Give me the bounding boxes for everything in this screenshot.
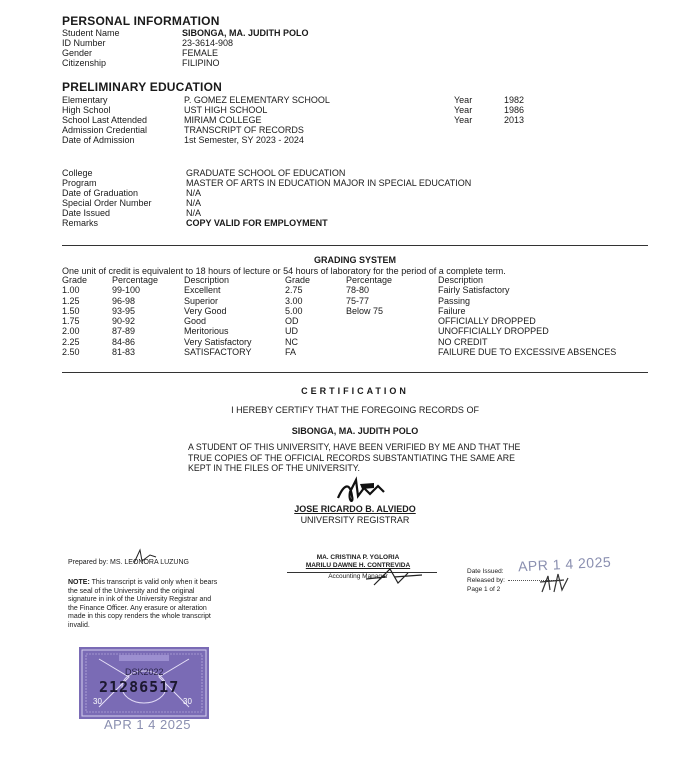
info-row bbox=[62, 198, 582, 208]
percentage-cell: Below 75 bbox=[346, 305, 384, 316]
info-value: COPY VALID FOR EMPLOYMENT bbox=[186, 218, 328, 228]
description-cell: UNOFFICIALLY DROPPED bbox=[438, 326, 549, 337]
info-value: 23-3614-908 bbox=[182, 38, 234, 48]
percentage-cell bbox=[346, 316, 438, 326]
certification-body-line: A STUDENT OF THIS UNIVERSITY, HAVE BEEN VERIFIED BY ME AND THAT THE bbox=[188, 442, 521, 452]
grade-row bbox=[285, 285, 638, 295]
education-value: TRANSCRIPT OF RECORDS bbox=[184, 125, 304, 135]
grade-cell: 1.25 bbox=[62, 295, 80, 306]
grade-row bbox=[62, 326, 284, 336]
description-cell: FAILURE DUE TO EXCESSIVE ABSENCES bbox=[438, 347, 617, 358]
program-block bbox=[62, 168, 582, 228]
education-row bbox=[62, 105, 642, 115]
stamp-code: DSK2022 bbox=[125, 667, 164, 677]
certification-heading: CERTIFICATION bbox=[301, 386, 409, 396]
description-cell: SATISFACTORY bbox=[184, 347, 252, 358]
education-label: Date of Admission bbox=[62, 135, 135, 145]
info-value: SIBONGA, MA. JUDITH POLO bbox=[182, 28, 309, 38]
col-header-description: Description bbox=[438, 275, 484, 285]
grading-system-heading: GRADING SYSTEM bbox=[313, 255, 396, 265]
percentage-cell bbox=[346, 347, 438, 357]
info-value: MASTER OF ARTS IN EDUCATION MAJOR IN SPECIAL EDUCATION bbox=[186, 178, 472, 188]
preliminary-education-heading: PRELIMINARY EDUCATION bbox=[62, 80, 222, 94]
divider-top bbox=[62, 245, 648, 246]
info-row bbox=[62, 208, 582, 218]
grade-row bbox=[62, 316, 284, 326]
year-value: 1986 bbox=[504, 105, 525, 115]
grade-row bbox=[285, 306, 638, 316]
education-label: Admission Credential bbox=[62, 125, 148, 135]
percentage-cell bbox=[346, 337, 438, 347]
info-label: Remarks bbox=[62, 218, 99, 228]
year-value bbox=[504, 125, 544, 135]
grade-cell: 1.75 bbox=[62, 316, 80, 327]
grade-cell: 1.00 bbox=[62, 285, 80, 296]
description-cell: Passing bbox=[438, 295, 471, 306]
info-value: FILIPINO bbox=[182, 58, 220, 68]
info-label: ID Number bbox=[62, 38, 106, 48]
education-row bbox=[62, 95, 642, 105]
percentage-cell: 87-89 bbox=[112, 326, 136, 337]
info-row bbox=[62, 48, 462, 58]
info-label: Gender bbox=[62, 48, 93, 58]
info-label: College bbox=[62, 168, 93, 178]
year-label: Year bbox=[454, 115, 473, 125]
education-label: School Last Attended bbox=[62, 115, 148, 125]
divider-bottom bbox=[62, 372, 648, 373]
grade-row bbox=[285, 316, 638, 326]
info-label: Date of Graduation bbox=[62, 188, 139, 198]
grade-cell: FA bbox=[285, 347, 297, 358]
grade-cell: 2.75 bbox=[285, 285, 303, 296]
grade-row bbox=[62, 347, 284, 357]
certification-line1: I HEREBY CERTIFY THAT THE FOREGOING RECORDS OF bbox=[231, 405, 479, 415]
accounting-name: MARILU DAWNE H. CONTREVIDA bbox=[305, 562, 411, 569]
info-value: N/A bbox=[186, 198, 202, 208]
stamp-value-right: 30 bbox=[183, 697, 192, 706]
description-cell: Failure bbox=[438, 305, 466, 316]
description-cell: Excellent bbox=[184, 285, 221, 296]
note-line: invalid. bbox=[68, 621, 90, 629]
year-label bbox=[454, 125, 504, 135]
note-label: NOTE: bbox=[68, 579, 90, 586]
certification-body-line: KEPT IN THE FILES OF THE UNIVERSITY. bbox=[188, 463, 360, 473]
description-cell: Fairly Satisfactory bbox=[438, 285, 510, 296]
grade-cell: OD bbox=[285, 316, 299, 327]
description-cell: Very Satisfactory bbox=[184, 336, 252, 347]
stamp-date: APR 1 4 2025 bbox=[104, 717, 191, 732]
grade-row bbox=[62, 306, 284, 316]
grade-cell: 2.25 bbox=[62, 336, 80, 347]
grade-row bbox=[62, 296, 284, 306]
info-label: Citizenship bbox=[62, 58, 107, 68]
certification-body bbox=[188, 442, 548, 474]
info-label: Date Issued bbox=[62, 208, 111, 218]
info-value: N/A bbox=[186, 188, 202, 198]
info-label: Program bbox=[62, 178, 97, 188]
page-number: Page 1 of 2 bbox=[467, 586, 501, 593]
issue-info bbox=[467, 567, 505, 594]
grade-row bbox=[285, 326, 638, 336]
info-row bbox=[62, 218, 582, 228]
education-value: P. GOMEZ ELEMENTARY SCHOOL bbox=[184, 95, 330, 105]
grade-cell: UD bbox=[285, 326, 298, 337]
percentage-cell: 96-98 bbox=[112, 295, 136, 306]
info-row bbox=[62, 178, 582, 188]
description-cell: Good bbox=[184, 316, 207, 327]
grade-cell: NC bbox=[285, 336, 298, 347]
note-line: This transcript is valid only when it bears bbox=[89, 579, 218, 586]
col-header-grade: Grade bbox=[285, 275, 311, 285]
year-label: Year bbox=[454, 95, 473, 105]
education-label: High School bbox=[62, 105, 111, 115]
stamp-value-left: 30 bbox=[93, 697, 102, 706]
description-cell: Very Good bbox=[184, 305, 227, 316]
grade-row bbox=[285, 296, 638, 306]
date-issued-stamp: APR 1 4 2025 bbox=[517, 553, 612, 575]
grade-row bbox=[285, 347, 638, 357]
education-value: UST HIGH SCHOOL bbox=[184, 105, 268, 115]
info-label: Special Order Number bbox=[62, 198, 152, 208]
grade-row bbox=[62, 285, 284, 295]
grade-cell: 2.00 bbox=[62, 326, 80, 337]
note-line: the Finance Officer. Any erasure or alteration bbox=[68, 604, 207, 612]
year-value bbox=[504, 135, 544, 145]
certification-student-name: SIBONGA, MA. JUDITH POLO bbox=[291, 426, 419, 436]
education-row bbox=[62, 115, 642, 125]
accounting-name: MA. CRISTINA P. YGLORIA bbox=[316, 554, 400, 561]
info-row bbox=[62, 168, 582, 178]
info-value: N/A bbox=[186, 208, 202, 218]
info-value: GRADUATE SCHOOL OF EDUCATION bbox=[186, 168, 346, 178]
col-header-percentage: Percentage bbox=[112, 275, 159, 285]
accounting-signature bbox=[364, 565, 424, 587]
description-cell: OFFICIALLY DROPPED bbox=[438, 316, 536, 327]
description-cell: Superior bbox=[184, 295, 219, 306]
note-line: signature in ink of the University Registrar and bbox=[68, 596, 212, 604]
info-value: FEMALE bbox=[182, 48, 219, 58]
description-cell: Meritorious bbox=[184, 326, 229, 337]
education-value: MIRIAM COLLEGE bbox=[184, 115, 262, 125]
education-row bbox=[62, 125, 642, 135]
preparer-signature bbox=[130, 547, 158, 565]
year-label bbox=[454, 135, 504, 145]
grading-table-right bbox=[285, 275, 638, 357]
percentage-cell: 90-92 bbox=[112, 316, 136, 327]
released-by-label: Released by: bbox=[467, 577, 505, 584]
grade-row bbox=[62, 337, 284, 347]
certification-body-line: TRUE COPIES OF THE OFFICIAL RECORDS SUBSTANTIATING THE SAME ARE bbox=[188, 452, 515, 463]
grade-cell: 1.50 bbox=[62, 305, 80, 316]
percentage-cell: 78-80 bbox=[346, 285, 370, 296]
documentary-stamp bbox=[79, 647, 209, 719]
info-row bbox=[62, 188, 582, 198]
release-signature bbox=[536, 570, 570, 596]
percentage-cell: 93-95 bbox=[112, 305, 136, 316]
personal-info-heading: PERSONAL INFORMATION bbox=[62, 14, 220, 28]
note-line: made in this copy renders the whole transcript bbox=[68, 613, 211, 621]
registrar-signature bbox=[330, 474, 390, 506]
col-header-grade: Grade bbox=[62, 275, 88, 285]
info-row bbox=[62, 38, 462, 48]
education-value: 1st Semester, SY 2023 - 2024 bbox=[184, 135, 304, 145]
grade-cell: 5.00 bbox=[285, 305, 303, 316]
preliminary-education-block bbox=[62, 95, 642, 145]
prepared-by: Prepared by: MS. LEONORA LUZUNG bbox=[68, 559, 189, 566]
info-row bbox=[62, 58, 462, 68]
registrar-name: JOSE RICARDO B. ALVIEDO bbox=[294, 504, 416, 514]
grading-table-left bbox=[62, 275, 284, 357]
grade-row bbox=[285, 337, 638, 347]
year-value: 2013 bbox=[504, 115, 525, 125]
grade-cell: 2.50 bbox=[62, 347, 80, 358]
grading-note: One unit of credit is equivalent to 18 hours of lecture or 54 hours of laboratory for the period of a complete term. bbox=[62, 266, 506, 276]
percentage-cell bbox=[346, 326, 438, 336]
info-row bbox=[62, 28, 462, 38]
info-label: Student Name bbox=[62, 28, 120, 38]
personal-info-block bbox=[62, 28, 462, 68]
year-label: Year bbox=[454, 105, 473, 115]
percentage-cell: 75-77 bbox=[346, 295, 370, 306]
grade-cell: 3.00 bbox=[285, 295, 303, 306]
percentage-cell: 81-83 bbox=[112, 347, 136, 358]
description-cell: NO CREDIT bbox=[438, 336, 488, 347]
percentage-cell: 84-86 bbox=[112, 336, 136, 347]
registrar-title: UNIVERSITY REGISTRAR bbox=[300, 515, 410, 525]
note-line: the seal of the University and the original bbox=[68, 587, 195, 595]
footer-note bbox=[68, 579, 258, 631]
col-header-description: Description bbox=[184, 275, 230, 285]
percentage-cell: 99-100 bbox=[112, 285, 141, 296]
date-issued-label: Date Issued: bbox=[467, 568, 504, 575]
education-label: Elementary bbox=[62, 95, 108, 105]
stamp-number: 21286517 bbox=[99, 678, 180, 696]
year-value: 1982 bbox=[504, 95, 525, 105]
accounting-title: Accounting Manager bbox=[328, 573, 388, 580]
col-header-percentage: Percentage bbox=[346, 275, 393, 285]
education-row bbox=[62, 135, 642, 145]
